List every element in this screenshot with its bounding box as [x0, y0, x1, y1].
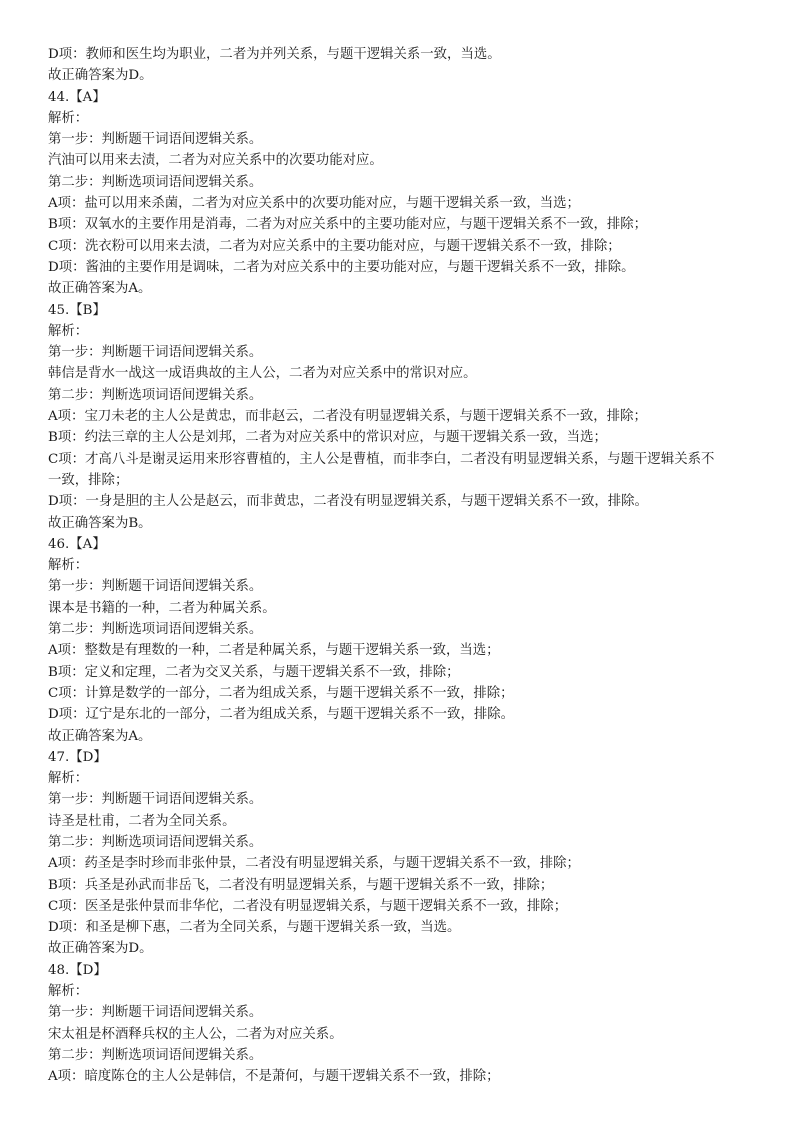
text-line: A项：整数是有理数的一种，二者是种属关系，与题干逻辑关系一致，当选；	[48, 643, 500, 659]
text-line: 故正确答案为D。	[48, 68, 153, 84]
text-line: A项：盐可以用来杀菌，二者为对应关系中的次要功能对应，与题干逻辑关系一致，当选；	[48, 196, 580, 212]
text-line: C项：医圣是张仲景而非华佗，二者没有明显逻辑关系，与题干逻辑关系不一致，排除；	[48, 898, 568, 914]
text-line: 第二步：判断选项词语间逻辑关系。	[48, 387, 263, 403]
text-line: A项：宝刀未老的主人公是黄忠，而非赵云，二者没有明显逻辑关系，与题干逻辑关系不一致，排除；	[48, 409, 647, 425]
text-line: B项：约法三章的主人公是刘邦，二者为对应关系中的常识对应，与题干逻辑关系一致，当选；	[48, 430, 607, 446]
text-line: A项：药圣是李时珍而非张仲景，二者没有明显逻辑关系，与题干逻辑关系不一致，排除；	[48, 856, 580, 872]
text-line: 故正确答案为A。	[48, 728, 152, 744]
text-line: 第二步：判断选项词语间逻辑关系。	[48, 1047, 263, 1063]
text-line: 诗圣是杜甫，二者为全同关系。	[48, 813, 236, 829]
text-line: 第二步：判断选项词语间逻辑关系。	[48, 174, 263, 190]
text-line: B项：兵圣是孙武而非岳飞，二者没有明显逻辑关系，与题干逻辑关系不一致，排除；	[48, 877, 554, 893]
answer-explanation-document	[48, 44, 760, 1088]
text-line: 故正确答案为D。	[48, 941, 153, 957]
text-line: 第一步：判断题干词语间逻辑关系。	[48, 1005, 263, 1021]
question-number: 44.【A】	[48, 89, 106, 105]
question-number: 48.【D】	[48, 962, 107, 978]
text-line: 汽油可以用来去渍，二者为对应关系中的次要功能对应。	[48, 153, 383, 169]
text-line: 第一步：判断题干词语间逻辑关系。	[48, 579, 263, 595]
text-line: 第二步：判断选项词语间逻辑关系。	[48, 834, 263, 850]
text-line: C项：才高八斗是谢灵运用来形容曹植的，主人公是曹植，而非李白，二者没有明显逻辑关系，与题干逻辑关系不	[48, 451, 715, 467]
text-line: D项：和圣是柳下惠，二者为全同关系，与题干逻辑关系一致，当选。	[48, 920, 461, 936]
text-line: 韩信是背水一战这一成语典故的主人公，二者为对应关系中的常识对应。	[48, 366, 477, 382]
text-line: B项：定义和定理，二者为交叉关系，与题干逻辑关系不一致，排除；	[48, 664, 460, 680]
question-number: 46.【A】	[48, 536, 106, 552]
text-line: 故正确答案为A。	[48, 281, 152, 297]
question-number: 47.【D】	[48, 749, 107, 765]
text-line: C项：洗衣粉可以用来去渍，二者为对应关系中的主要功能对应，与题干逻辑关系不一致，排除；	[48, 238, 621, 254]
text-line: D项：酱油的主要作用是调味，二者为对应关系中的主要功能对应，与题干逻辑关系不一致，排除。	[48, 259, 635, 275]
text-line: 故正确答案为B。	[48, 515, 152, 531]
text-line: 课本是书籍的一种，二者为种属关系。	[48, 600, 276, 616]
text-line: 解析：	[48, 984, 89, 1000]
text-line: D项：教师和医生均为职业，二者为并列关系，与题干逻辑关系一致，当选。	[48, 47, 501, 62]
text-line: 第二步：判断选项词语间逻辑关系。	[48, 622, 263, 638]
text-line: 一致，排除；	[48, 472, 129, 488]
text-line: 宋太祖是杯酒释兵权的主人公，二者为对应关系。	[48, 1026, 343, 1042]
question-number: 45.【B】	[48, 302, 106, 318]
text-line: A项：暗度陈仓的主人公是韩信，不是萧何，与题干逻辑关系不一致，排除；	[48, 1069, 500, 1085]
text-line: 第一步：判断题干词语间逻辑关系。	[48, 345, 263, 361]
text-line: 第一步：判断题干词语间逻辑关系。	[48, 132, 263, 148]
text-line: 解析：	[48, 110, 89, 126]
text-line: 解析：	[48, 771, 89, 787]
text-line: D项：辽宁是东北的一部分，二者为组成关系，与题干逻辑关系不一致，排除。	[48, 707, 515, 723]
text-line: C项：计算是数学的一部分，二者为组成关系，与题干逻辑关系不一致，排除；	[48, 685, 514, 701]
text-line: 解析：	[48, 558, 89, 574]
text-line: 第一步：判断题干词语间逻辑关系。	[48, 792, 263, 808]
text-line: B项：双氧水的主要作用是消毒，二者为对应关系中的主要功能对应，与题干逻辑关系不一致，排除；	[48, 217, 648, 233]
text-line: 解析：	[48, 323, 89, 339]
text-line: D项：一身是胆的主人公是赵云，而非黄忠，二者没有明显逻辑关系，与题干逻辑关系不一致，排除。	[48, 494, 648, 510]
